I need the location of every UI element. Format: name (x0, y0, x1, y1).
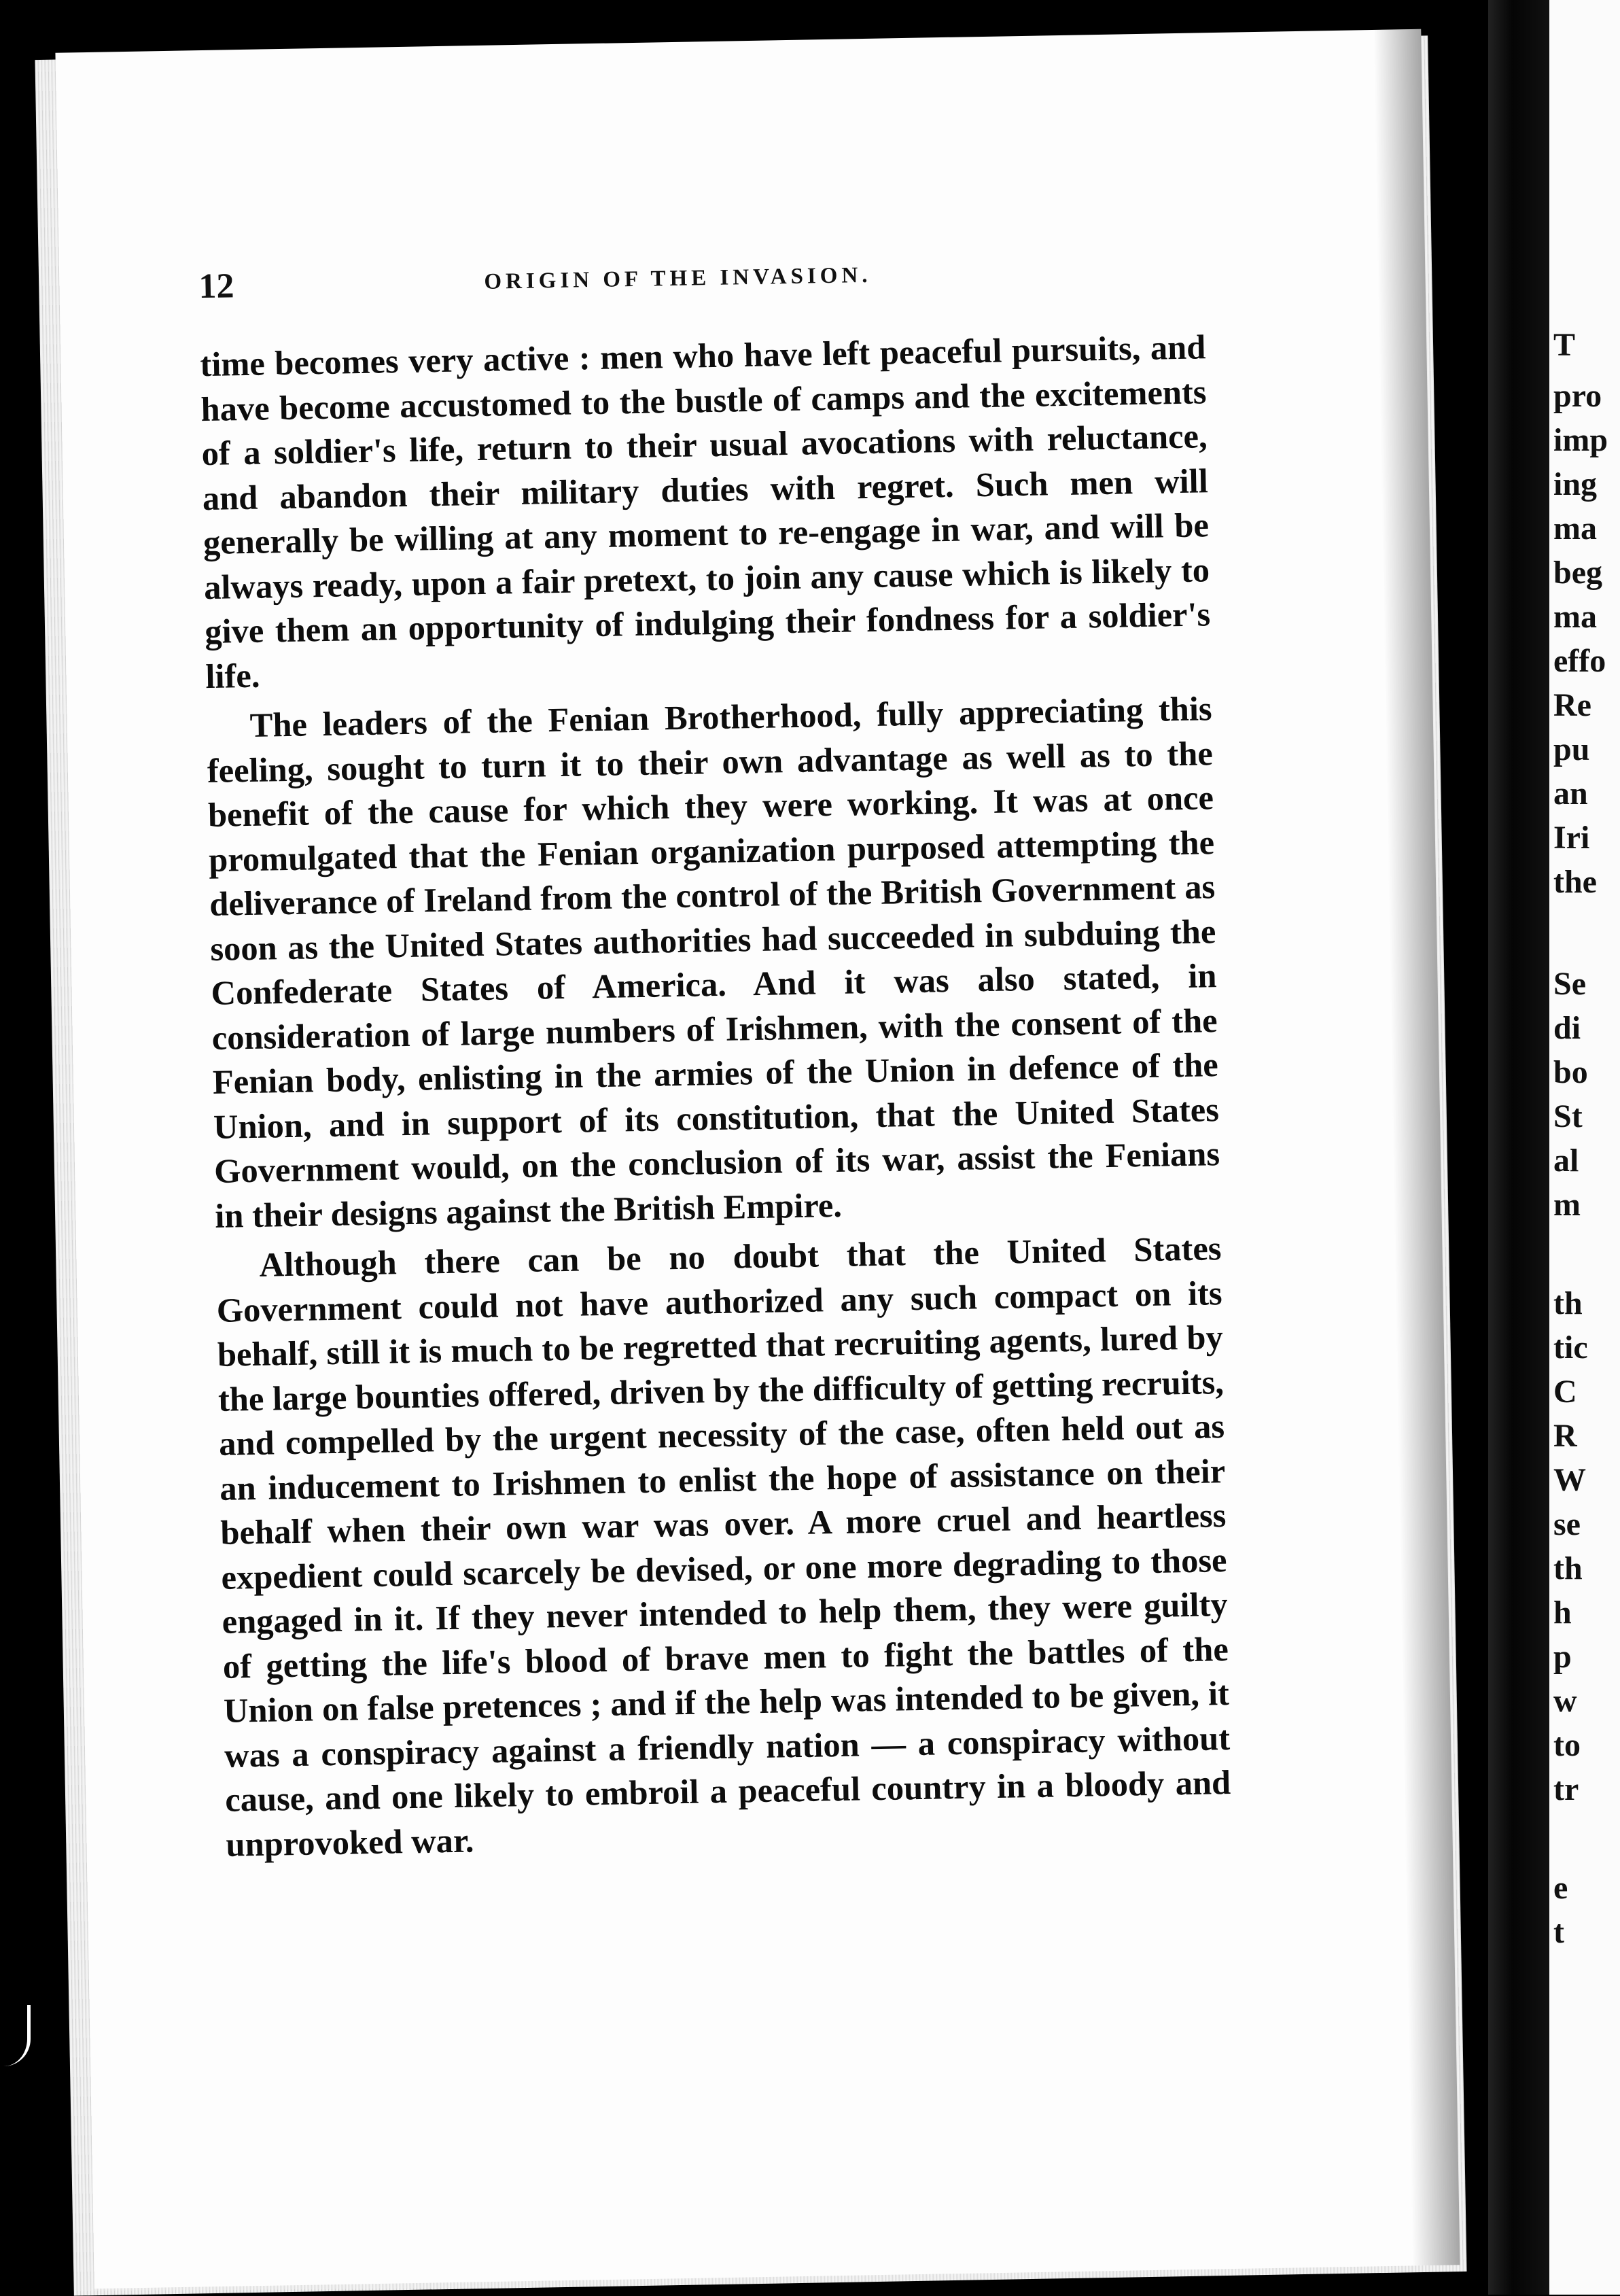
facing-page-fragment: p (1553, 1639, 1572, 1675)
facing-page-fragment: t (1553, 1914, 1564, 1950)
facing-page-fragment: R (1553, 1418, 1577, 1454)
facing-page-fragment: beg (1553, 555, 1602, 591)
facing-page-fragment: the (1553, 864, 1597, 900)
facing-page-fragment: w (1553, 1683, 1577, 1719)
facing-page-fragment: Re (1553, 687, 1591, 723)
facing-page-fragment: imp (1553, 422, 1608, 458)
scan-artifact-mark (0, 2005, 31, 2066)
facing-page-fragment: se (1553, 1506, 1581, 1542)
facing-page-fragment: C (1553, 1374, 1577, 1410)
paragraph: Although there can be no doubt that the United States Government could not have authorized any such compact on its behalf, still it is much to be regretted that recruiting agents, lured by the large bounties offered, driven by the difficulty of getting recruits, and compelled by the urgent necessity of the case, often held out as an inducement to Irishmen to enlist the hope of assistance on their behalf when their own war was over. A more cruel and heartless expedient could scarcely be devised, or one more degrading to those engaged in it. If they never intended to help them, they were guilty of getting the life's blood of brave men to fight the battles of the Union on false pretences ; and if the help was intended to be given, it was a conspiracy against a friendly nation — a conspiracy without cause, and one likely to embroil a peaceful country in a bloody and unprovoked war. (216, 1229, 1231, 1864)
facing-page-fragment: an (1553, 776, 1588, 812)
body-text (200, 325, 1232, 1866)
running-head (198, 249, 1218, 307)
facing-page-fragment: bo (1553, 1054, 1588, 1090)
facing-page-fragment: m (1553, 1187, 1581, 1223)
facing-page-fragment: th (1553, 1285, 1583, 1321)
facing-page-fragment: T (1553, 327, 1576, 363)
facing-page-fragment: pro (1553, 378, 1602, 414)
facing-page-fragment: pu (1553, 731, 1590, 767)
paragraph: time becomes very active : men who have left peaceful pursuits, and have become accustomed to the bustle of camps and the excitements of a soldier's life, return to their usual avocations with reluctance, and abandon their military duties with regret. Such men will generally be willing at any moment to re-engage in war, and will be always ready, upon a fair pretext, to join any cause which is likely to give them an opportunity of indulging their fondness for a soldier's life. (199, 328, 1211, 695)
facing-page (1549, 0, 1620, 2295)
facing-page-fragment: ma (1553, 599, 1597, 635)
facing-page-fragment: ing (1553, 466, 1598, 502)
facing-page-fragment: tic (1553, 1329, 1588, 1366)
facing-page-fragment: e (1553, 1870, 1568, 1906)
facing-page-fragment: th (1553, 1550, 1583, 1586)
facing-page-fragment: Iri (1553, 820, 1590, 856)
facing-page-fragment: St (1553, 1098, 1583, 1134)
book-page (55, 29, 1460, 2289)
facing-page-fragment: tr (1553, 1771, 1579, 1807)
facing-page-fragment: h (1553, 1595, 1572, 1631)
facing-page-fragment: ma (1553, 510, 1597, 546)
facing-page-fragment: al (1553, 1143, 1579, 1179)
page-number: 12 (198, 266, 234, 307)
chapter-title: ORIGIN OF THE INVASION. (484, 262, 872, 294)
facing-page-fragment: Se (1553, 966, 1586, 1002)
paragraph: The leaders of the Fenian Brotherhood, fully appreciating this feeling, sought to turn it to their own advantage as well as to the benefit of the cause for which they were working. It was at once promulgated that the Fenian organization purposed attempting the deliverance of Ireland from the control of the British Government as soon as the United States authorities had succeeded in subduing the Confederate States of America. And it was also stated, in consideration of large numbers of Irishmen, with the consent of the Fenian body, enlisting in the armies of the Union in defence of the Union, and in support of its constitution, that the United States Government would, on the conclusion of its war, assist the Fenians in their designs against the British Empire. (207, 689, 1220, 1235)
book-binding (1488, 0, 1549, 2295)
facing-page-fragment: effo (1553, 643, 1606, 679)
facing-page-fragment: W (1553, 1462, 1586, 1498)
facing-page-fragment: to (1553, 1727, 1581, 1763)
facing-page-fragment: di (1553, 1010, 1581, 1046)
